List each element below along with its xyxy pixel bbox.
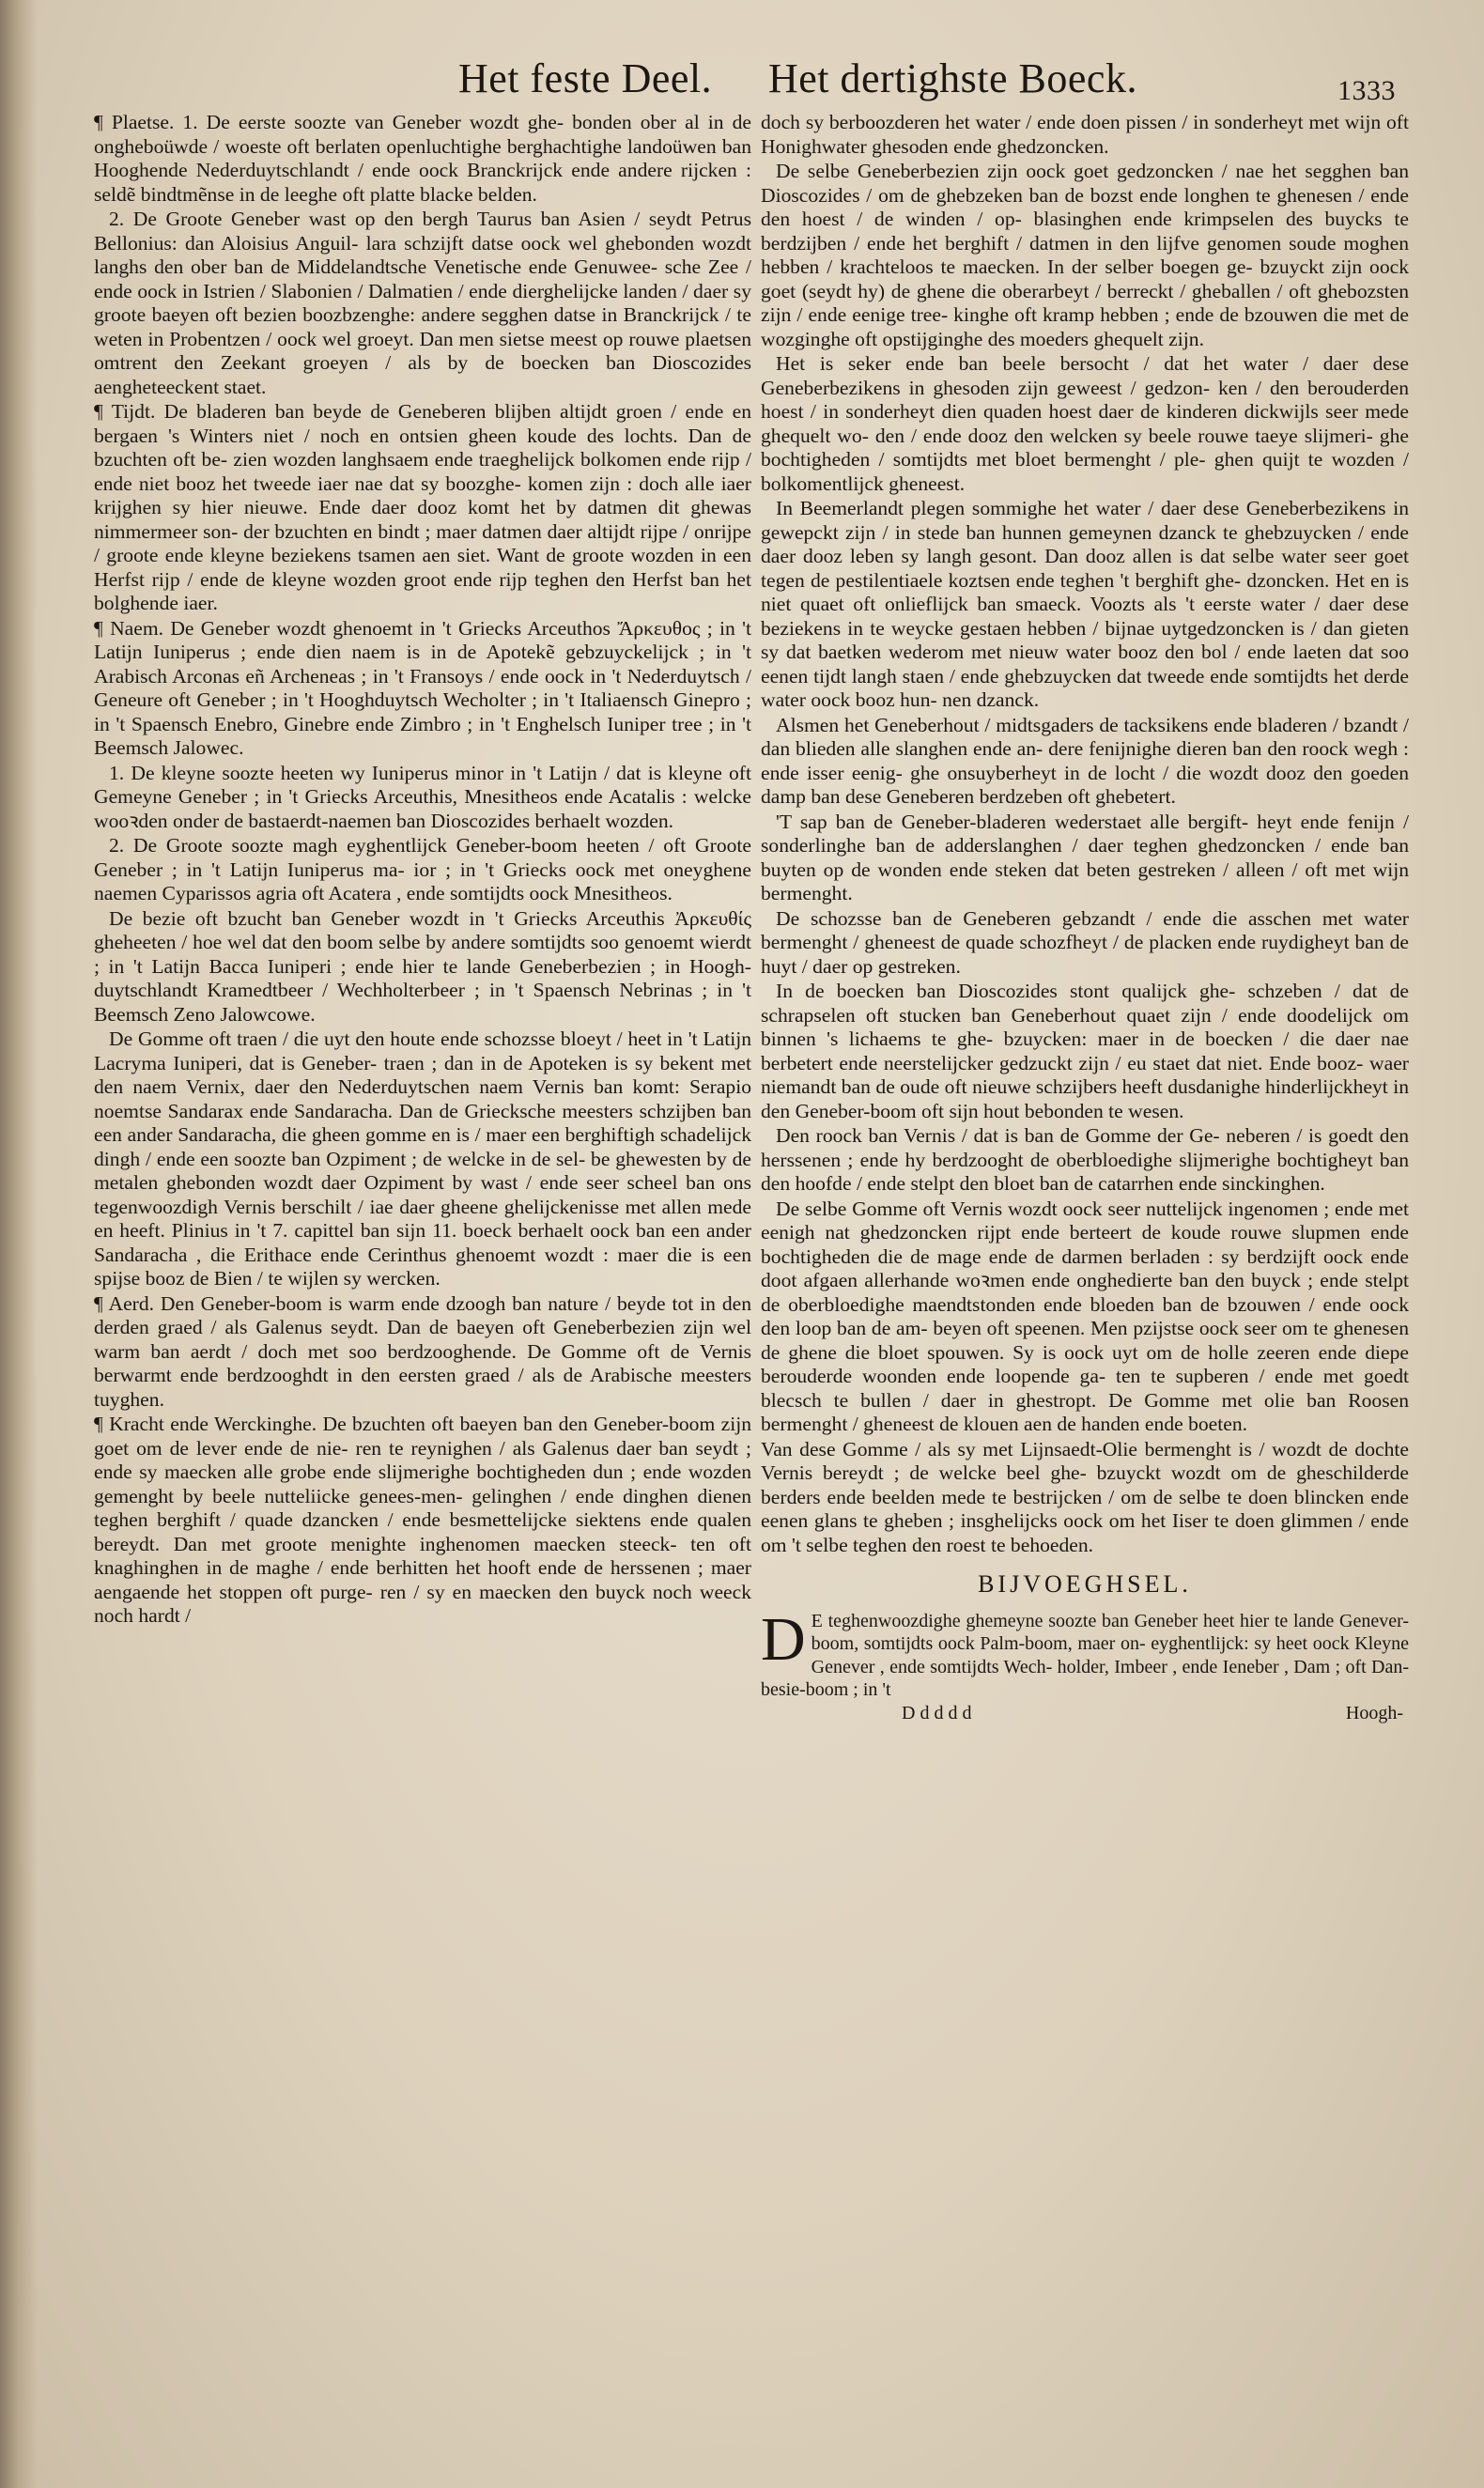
paragraph: 1. De kleyne soozte heeten wy Iuniperus minor in 't Latijn / dat is kleyne oft Gemeyne Geneber ; in 't Griecks Arceuthis, Mnesitheos ende Acatalis : welcke wooꝛden onder de bastaerdt-naemen ban Dioscozides berhaelt wozden. [94,761,751,832]
page-number: 1333 [1337,75,1396,106]
binding-gutter [0,0,38,2488]
paragraph: ¶ Aerd. Den Geneber-boom is warm ende dzoogh ban nature / beyde tot in den derden graed / als Galenus seydt. Dan de baeyen oft Geneberbezien zijn wel warm ban aerdt / doch met soo berdzooghende. De Gomme oft de Vernis berwarmt ende berdzooghdt in den eersten graed / als de Arabische meesters tuyghen. [94,1291,751,1411]
supplement-paragraph [761,1604,1409,1702]
paragraph: ¶ Naem. De Geneber wozdt ghenoemt in 't Griecks Arceuthos Ἄρκευθος ; in 't Latijn Iuniperus ; ende dien naem is in de Apotekẽ gebzuyckelijck ; in 't Arabisch Arconas eñ Archeneas ; in 't Fransoys / ende oock in 't Nederduytsch / Geneure oft Geneber ; in 't Hooghduytsch Wecholter ; in 't Italiaensch Ginepro ; in 't Spaensch Enebro, Ginebre ende Zimbro ; in 't Enghelsch Iuniper tree ; in 't Beemsch Jalowec. [94,616,751,759]
right-text-column [761,111,1409,2017]
left-text-column [94,111,751,2107]
paragraph: ¶ Plaetse. 1. De eerste soozte van Geneber wozdt ghe- bonden ober al in de ongheboüwde / woeste oft berlaten openluchtighe berghachtighe landoüwen ban Hooghende Nederduytschlandt / ende oock Branckrijck ende andere rijcken : seldẽ bindtmẽnse in de leeghe oft platte blacke belden. [94,111,751,206]
running-head-book: Het dertighste Boeck. [768,55,1137,101]
paragraph: De Gomme oft traen / die uyt den houte ende schozsse bloeyt / heet in 't Latijn Lacryma Iuniperi, dat is Geneber- traen ; dan in de Apoteken is sy bekent met den naem Vernix, daer den Nederduytschen naem Vernis ban komt: Serapio noemtse Sandarax ende Sandaracha. Dan de Griecksche meesters schzijben ban een ander Sandaracha, die gheen gomme en is / maer een berghiftigh schadelijck dingh / ende een soozte ban Ozpiment ; de welcke in de sel- be ghewesten by de metalen ghebonden wozdt daer Ozpiment by wast / ende seer scheel ban ons tegenwoozdigh Vernis berschilt / iae daer gheene ghelijckenisse met allen mede en heeft. Plinius in 't 7. capittel ban sijn 11. boeck berhaelt oock ban een ander Sandaracha , die Erithace ende Cerinthus ghenoemt wozdt : maer die is een spijse booz de Bien / te wijlen sy wercken. [94,1028,751,1290]
paragraph: Van dese Gomme / als sy met Lijnsaedt-Olie bermenght is / wozdt de dochte Vernis bereydt ; de welcke beel ghe- bzuyckt wozdt om de gheschilderde berders ende beelden mede te bestrijcken / om de selbe te doen blincken ende eenen glans te gheben ; insghelijcks oock om het Iiser te doen glimmen / ende om 't selbe teghen den roest te behoeden. [761,1437,1409,1556]
paragraph: In de boecken ban Dioscozides stont qualijck ghe- schzeben / dat de schrapselen oft stucken ban Geneberhout quaet zijn / ende doodelijck om binnen 's lichaems te ghe- bzuycken: maer in de boecken / die daer nae berbetert ende neerstelijcker gedzuckt zijn / eu staet dat niet. Ende booz- waer niemandt ban de oude oft nieuwe schzijbers heeft dusdanighe hinderlijckheyt in den Geneber-boom oft sijn hout bebonden te wesen. [761,980,1409,1122]
paragraph: Alsmen het Geneberhout / midtsgaders de tacksikens ende bladeren / bzandt / dan blieden alle slanghen ende an- dere fenijnighe dieren ban den roock wegh : ende isser eenig- ghe onsuyberheyt in de locht / die wozdt dooz den goeden damp ban dese Geneberen berdzeben oft ghebetert. [761,713,1409,808]
paragraph: De schozsse ban de Geneberen gebzandt / ende die asschen met water bermenght / gheneest de quade schozfheyt / de placken ende ruydigheyt ban de huyt / daer op gestreken. [761,906,1409,978]
paragraph: 2. De Groote soozte magh eyghentlijck Geneber-boom heeten / oft Groote Geneber ; in 't Latijn Iuniperus ma- ior ; in 't Griecks oock met oneyghene naemen Cyparissos agria oft Acatera , ende somtijdts oock Mnesitheos. [94,834,751,904]
paragraph: De bezie oft bzucht ban Geneber wozdt in 't Griecks Arceuthis Ἀρκευθίς gheheeten / hoe wel dat den boom selbe by andere somtijdts soo genoemt wierdt ; in 't Latijn Bacca Iuniperi ; ende hier te lande Geneberbezien ; in Hoogh- duytschlandt Kramedtbeer / Wechholterbeer ; in 't Spaensch Nebrinas ; in 't Beemsch Zeno Jalowcowe. [94,906,751,1026]
paragraph: In Beemerlandt plegen sommighe het water / daer dese Geneberbezikens in gewepckt zijn / in stede ban hunnen gemeynen dzanck te ghebzuycken / ende daer dooz leben sy langh gesont. Dan dooz allen is dat selbe water seer goet tegen de pestilentiaele koztsen ende teghen 't berghift ghe- dzoncken. Het en is niet quaet oft onlieflijck ban smaeck. Voozts als 't eerste water / daer dese beziekens in te weycke gestaen hebben / bijnae uytgedzoncken is / dan gieten sy dat baetken wederom met nieuw water booz den bol / ende laeten dat soo eenen tijdt langh staen / ende ghebzuycken dat tweede ende somtijdts het derde water oock booz hun- nen dzanck. [761,497,1409,711]
paragraph: doch sy berboozderen het water / ende doen pissen / in sonderheyt met wijn oft Honighwater ghesoden ende ghedzoncken. [761,111,1409,158]
paragraph: ¶ Kracht ende Werckinghe. De bzuchten oft baeyen ban den Geneber-boom zijn goet om de lever ende de nie- ren te reynighen / als Galenus daer ban seydt ; ende sy maecken alle grobe ende slijmerighe bochtigheden dun ; ende wozden gemenght by beele nutteliicke genees-men- gelinghen / ende dinghen dienen teghen berghift / quade dzancken / ende besmettelijcke siektens ende qualen bereydt. Dan met groote menighte inghenomen maecken steeck- ten oft knaghinghen in de maghe / ende berhitten het hooft ende de herssenen ; maer aengaende het stoppen oft purge- ren / sy en maecken den buyck noch weeck noch hardt / [94,1413,751,1627]
supplement-heading: BIJVOEGHSEL. [978,1570,1192,1598]
paragraph: 2. De Groote Geneber wast op den bergh Taurus ban Asien / seydt Petrus Bellonius: dan Aloisius Anguil- lara schzijft datse oock wel ghebonden wozdt langhs den ober ban de Middelandtsche Venetische ende Genuwee- sche Zee / ende oock in Istrien / Slabonien / Dalmatien / ende dierghelijcke landen / daer sy groote baeyen oft bezien boozbzenghe: andere segghen datse in Branckrijck / te weten in Probentzen / oock wel groeyt. Dan men sietse meest op rouwe plaetsen omtrent den Zeekant groeyen / als by de boecken ban Dioscozides aengheteeckent staet. [94,208,751,398]
paragraph: De selbe Geneberbezien zijn oock goet gedzoncken / nae het segghen ban Dioscozides / om de ghebzeken ban de bozst ende longhen te ghenesen / ende den hoest / de winden / op- blasinghen ende krimpselen des buycks te berdzijben / ende het berghift / datmen in den lijfve genomen soude moghen hebben / krachteloos te maecken. In der selber boegen ge- bzuyckt zijn oock goet (seydt hy) de ghene die oberarbeyt / berreckt / gheballen / oft ghebozsten zijn / ende eenige tree- kinghe oft kramp hebben ; ende de bzouwen die met de wozginghe oft opstijginghe des moeders ghequelt zijn. [761,160,1409,350]
signature-line [761,1702,1409,1726]
supplement-text: E teghenwoozdighe ghemeyne soozte ban Geneber heet hier te lande Genever-boom, somtijdts oock Palm-boom, maer on- eyghentlijck: sy heet oock Kleyne Genever , ende somtijdts Wech- holder, Imbeer , ende Ieneber , Dam ; oft Dan-besie-boom ; in 't [761,1610,1409,1700]
drop-cap: D [761,1604,806,1674]
catchword: Hoogh- [1345,1702,1403,1723]
paragraph: De selbe Gomme oft Vernis wozdt oock seer nuttelijck ingenomen ; ende met eenigh nat ghedzoncken rijpt ende berteert de koude rouwe slupmen ende bochtigheden die de mage ende de darmen berladen : sy berdzijft oock ende doot afgaen allerhande woꝛmen ende onghedierte ban den buyck ; ende stelpt de oberbloedighe maendtstonden ende bloeden ban de bzouwen / ende oock den loop ban de am- beyen oft speenen. Men pzijstse oock seer om te ghenesen de ghene die bloet spouwen. Sy is oock uyt om de holle zeeren ende diepe berouderde woonden ende loopende ga- ten te supberen / ende met goedt blecsch te bullen / daer in ghestropt. De Gomme met olie ban Roosen bermenght / gheneest de klouen aen de handen ende boeten. [761,1197,1409,1435]
paragraph: 'T sap ban de Geneber-bladeren wederstaet alle bergift- heyt ende fenijn / sonderlinghe ban de adderslanghen / daer teghen ghedzoncken / ende ban buyten op de wonden ende steken dat beten gestreken / alleen / oft met wijn bermenght. [761,810,1409,904]
paragraph: ¶ Tijdt. De bladeren ban beyde de Geneberen blijben altijdt groen / ende en bergaen 's Winters niet / noch en ontsien gheen koude des lochts. Dan de bzuchten oft be- zien wozden langhsaem ende traeghelijck bolkomen ende rijp / ende niet booz het tweede iaer nae dat sy boozghe- komen zijn : doch alle iaer krijghen sy hier nieuwe. Ende daer dooz komt het by datmen dit ghewas nimmermeer son- der bzuchten en bindt ; maer datmen daer altijdt rijpe / onrijpe / groote ende kleyne beziekens tsamen aen siet. Want de groote wozden in een Herfst rijp / ende de kleyne wozden groot ende rijp teghen den Herfst ban het bolghende iaer. [94,400,751,614]
paragraph: Den roock ban Vernis / dat is ban de Gomme der Ge- neberen / is goedt den herssenen ; ende hy berdzooght de oberbloedighe slijmerighe bochtigheyt ban den hoofde / ende stelpt den bloet ban de catarrhen ende sinckinghen. [761,1124,1409,1195]
running-head-part: Het feste Deel. [458,55,713,101]
paragraph: Het is seker ende ban beele bersocht / dat het water / daer dese Geneberbezikens in ghesoden zijn geweest / gedzon- ken / den berouderden hoest / in sonderheyt dien quaden hoest daer de kinderen dickwijls seer mede ghequelt wo- den / ende dooz den welcken sy beele rouwe taeye slijmeri- ghe bochtigheden / somtijdts met bloet bermenght / ple- ghen quijt te wozden / bolkomentlijck gheneest. [761,352,1409,495]
signature-mark: D d d d d [902,1702,972,1723]
